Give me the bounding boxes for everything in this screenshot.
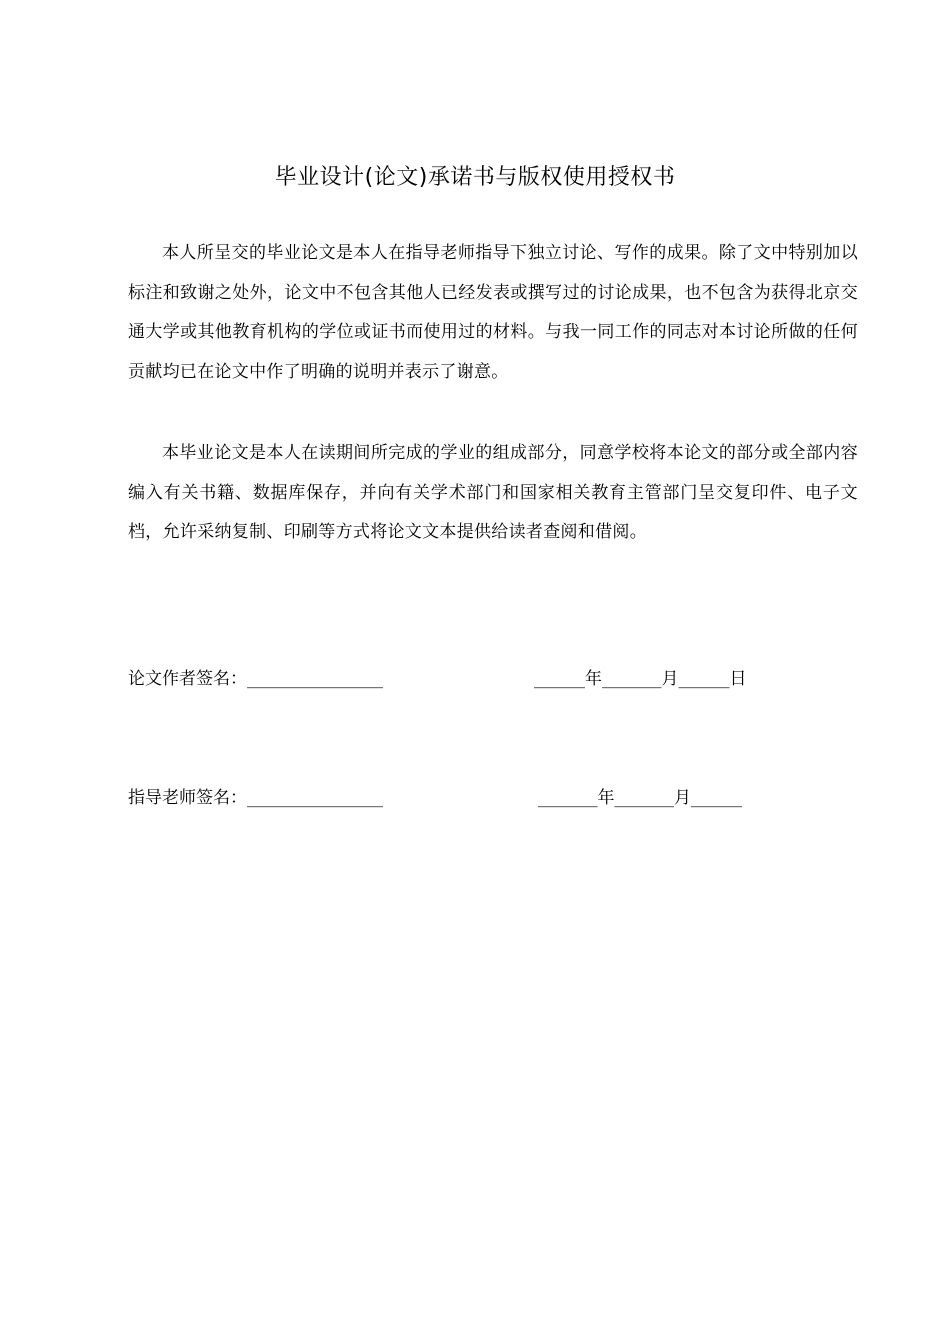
advisor-signature-label: 指导老师签名：________________: [128, 788, 383, 808]
author-signature-date: ______年_______月______日: [534, 669, 747, 689]
advisor-signature-date: _______年_______月______: [538, 788, 742, 808]
commitment-paragraph: 本人所呈交的毕业论文是本人在指导老师指导下独立讨论、写作的成果。除了文中特别加以标注和致谢之处外，论文中不包含其他人已经发表或撰写过的讨论成果，也不包含为获得北京交通大学或其他教育机构的学位或证书而使用过的材料。与我一同工作的同志对本讨论所做的任何贡献均已在论文中作了明确的说明并表示了谢意。: [128, 243, 858, 382]
authorization-paragraph: 本毕业论文是本人在读期间所完成的学业的组成部分，同意学校将本论文的部分或全部内容编入有关书籍、数据库保存，并向有关学术部门和国家相关教育主管部门呈交复印件、电子文档，允许采纳复制、印刷等方式将论文文本提供给读者查阅和借阅。: [128, 443, 858, 542]
advisor-signature-row: [128, 783, 828, 813]
document-title: 毕业设计(论文)承诺书与版权使用授权书: [274, 165, 676, 190]
author-signature-label: 论文作者签名：________________: [128, 669, 383, 689]
author-signature-row: [128, 664, 828, 694]
